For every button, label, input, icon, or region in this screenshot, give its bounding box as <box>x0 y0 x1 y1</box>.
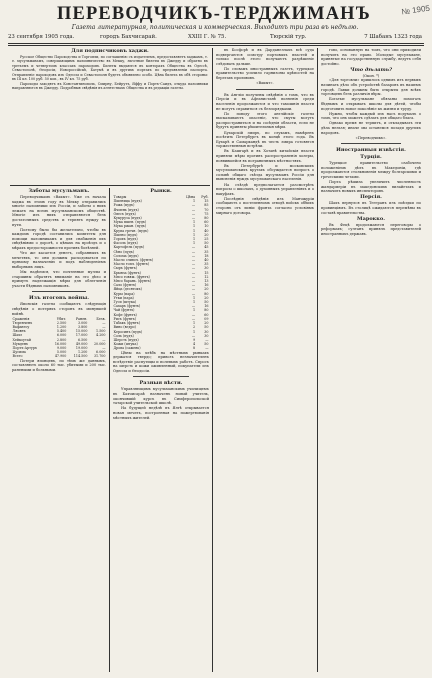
table-cell: 1 <box>193 199 196 204</box>
table-cell: Соль (пудъ) <box>113 333 134 338</box>
table-cell: Мукденъ <box>12 341 29 346</box>
col3-paragraph: Въ Кашгарѣ и въ Хотанѣ китайскія власти приняли мѣры противъ распространенія холеры, появившейся въ пограничныхъ мѣстностяхъ. <box>216 149 314 163</box>
divider <box>236 89 294 90</box>
table-cell: 2.800 <box>56 337 67 342</box>
city: городъ Бахчисарай. <box>100 34 157 40</box>
table-cell: 1 <box>193 321 196 326</box>
table-cell: Картофель (пудъ) <box>113 245 145 250</box>
table-cell: 1 <box>193 329 196 334</box>
notice-heading: Для подписчиковъ хаджи. <box>71 48 149 54</box>
table-cell: Сахаръ (фунтъ) <box>113 304 141 309</box>
col3-paragraph: Послѣднія свѣдѣнія изъ Манчжуріи сообщаютъ о постепенномъ отводѣ войскъ обѣихъ сторонъ отъ линіи фронта согласно условіямъ мирнаго договора. <box>216 196 314 215</box>
table-cell: Мука пшен. (пудъ) <box>113 220 147 225</box>
table-cell: 1.200 <box>77 350 88 355</box>
table-header: Убит. <box>56 316 67 321</box>
table-cell: 25 <box>204 237 209 242</box>
table-cell: 15 <box>204 199 209 204</box>
table-cell: 30 <box>204 329 209 334</box>
table-cell: Ляоянъ <box>12 329 26 334</box>
col3-paragraph: въ Босфорѣ и въ Дарданеллахъ всѣ суда подвергаются осмотру портовыхъ властей и только послѣ этого получаютъ разрѣшеніе слѣдовать дальше. <box>216 48 314 66</box>
edition: Тюрскій тур. <box>270 34 307 40</box>
col3-paragraph: Въ Англіи получены свѣдѣнія о томъ, что въ Персіи и въ Афганистанѣ волненія среди населенія продолжаются и что тамошнія власти не могутъ справиться съ безпорядками. <box>216 92 314 111</box>
table-cell: — <box>191 283 196 288</box>
table-cell: — <box>191 312 196 317</box>
table-cell: Сало (фунтъ) <box>113 283 137 288</box>
table-cell: 30 <box>204 333 209 338</box>
table-cell: 6.000 <box>56 333 67 338</box>
table-cell: 1 <box>193 308 196 313</box>
col3-signature: «Вакыт». <box>256 81 274 86</box>
table-cell: 60 <box>204 312 209 317</box>
table-cell: Утки (пара) <box>113 295 134 300</box>
table-cell: — <box>102 346 106 351</box>
table-cell: Кукуруза (пудъ) <box>113 216 142 221</box>
table-cell: 40 <box>204 228 209 233</box>
table-cell: 1 <box>193 220 196 225</box>
table-cell: Портъ-Артуръ <box>12 346 38 351</box>
table-header: Руб. <box>201 195 209 199</box>
table-cell: — <box>191 333 196 338</box>
table-cell: 20 <box>204 287 209 292</box>
table-cell: Табакъ (фунтъ) <box>113 321 141 326</box>
col4-quote-source: (Окон. *) <box>362 73 380 78</box>
table-cell: Гуси (штука) <box>113 300 137 305</box>
table-cell: — <box>191 279 196 284</box>
col4-paragraph: Порта рѣшила увеличить численность жандармеріи въ македонскихъ вилайетахъ и назначить новыхъ инспекторовъ. <box>321 180 421 194</box>
table-cell: 31.700 <box>93 354 106 359</box>
table-cell: Куры (пара) <box>113 291 135 296</box>
table-cell: 20.000 <box>93 341 106 346</box>
table-cell: 4.200 <box>96 333 106 338</box>
table-cell: Овесъ (пудъ) <box>113 211 136 216</box>
table-cell: 1 <box>193 224 196 229</box>
col4-paragraph: гово, основанную на томъ, что они приходили получить на это право. Молодые мусульмане, принятые на государственную службу, ведутъ себя достойно. <box>321 48 421 66</box>
table-cell: Мука ржан. (пудъ) <box>113 224 147 229</box>
table-cell: 70 <box>204 207 209 212</box>
table-cell: 15 <box>204 270 209 275</box>
table-cell: — <box>191 253 196 258</box>
table-cell: 20 <box>204 295 209 300</box>
table-cell: 16.000 <box>54 341 67 346</box>
handwritten-note: № 1905 <box>400 3 431 17</box>
col1-note: Потери японцевъ, по тѣмъ же даннымъ, составляютъ около 60 тыс. убитыми и 200 тыс. ранеными и больными. <box>12 358 106 372</box>
column-2 <box>113 188 209 672</box>
table-cell: 80 <box>204 308 209 313</box>
col4-heading-4: Персія. <box>360 194 382 201</box>
table-cell: 16 <box>204 304 209 309</box>
issue-number: XXIII Г. № 75. <box>188 34 227 40</box>
table-cell: 13 <box>204 279 209 284</box>
table-cell: 8 <box>193 346 196 351</box>
table-cell: 50 <box>204 300 209 305</box>
table-cell: — <box>191 211 196 216</box>
col1-heading-2: Изъ итоговъ войны. <box>28 295 89 302</box>
table-cell: Масло сливоч. (фунтъ) <box>113 258 154 263</box>
table-cell: 80 <box>204 291 209 296</box>
table-cell: 20 <box>204 232 209 237</box>
table-cell: — <box>191 287 196 292</box>
table-cell: Кожи (штука) <box>113 342 138 347</box>
table-cell: — <box>102 320 106 325</box>
table-cell: 47.900 <box>54 354 67 359</box>
table-cell: 10 <box>204 224 209 229</box>
table-cell: 09 <box>204 316 209 321</box>
table-cell: 9.000 <box>56 346 67 351</box>
col3-paragraph: По поводу этого англійскіе газеты высказываютъ опасеніе, что смуты могутъ распространиться и на сосѣднія области, если не будутъ приняты рѣшительныя мѣры. <box>216 111 314 130</box>
table-cell: 16 <box>204 283 209 288</box>
table-cell: 6.000 <box>96 350 106 355</box>
column-rule <box>212 48 213 672</box>
col4-paragraph: Богатые мусульмане обязаны помогать бѣднымъ и открывать школы для дѣтей, чтобы подготовить новое поколѣніе къ жизни и труду. <box>321 97 421 111</box>
table-cell: 40 <box>204 258 209 263</box>
table-cell: 49.000 <box>75 341 88 346</box>
table-cell: Рисъ (фунтъ) <box>113 316 137 321</box>
table-cell: Сѣно (пудъ) <box>113 249 135 254</box>
table-cell: 114.500 <box>73 354 88 359</box>
table-cell: 2.500 <box>56 320 67 325</box>
table-cell: 80 <box>204 216 209 221</box>
table-cell: 12 <box>204 274 209 279</box>
col2-paragraph: Управляющимъ мусульманскимъ училищемъ въ Бахчисараѣ назначенъ новый учитель, окончившій курсъ въ Симферопольской татарской учительской школѣ. <box>113 387 209 406</box>
table-cell: 50 <box>204 241 209 246</box>
table-cell: Вафангоу <box>12 325 30 330</box>
col4-paragraph: Нужно, чтобы каждый изъ насъ подумалъ о томъ, что онъ можетъ сдѣлать для общаго блага. <box>321 111 421 121</box>
table-cell: — <box>191 203 196 208</box>
table-cell: Сыръ (фунтъ) <box>113 266 138 271</box>
dateline <box>8 33 422 42</box>
table-cell: 6.500 <box>77 337 88 342</box>
table-cell: 85 <box>204 203 209 208</box>
column-3 <box>216 48 314 672</box>
table-cell: Горохъ (пудъ) <box>113 237 138 242</box>
table-cell: Яйца (десятокъ) <box>113 287 142 292</box>
table-cell: 1 <box>193 228 196 233</box>
table-cell: Шерсть (пудъ) <box>113 337 139 342</box>
col1-paragraph: Поэтому было бы желательно, чтобы въ каждомъ городѣ составились комитеты для помощи паломникамъ и для снабженія ихъ свѣдѣніями о дорогѣ, о цѣнахъ на проѣздъ и о мѣрахъ предосторожности противъ болѣзней. <box>12 227 106 251</box>
table-cell: Кофе (фунтъ) <box>113 312 137 317</box>
col4-heading-3: Турція. <box>360 154 382 161</box>
table-cell: Керосинъ (пудъ) <box>113 329 143 334</box>
table-cell: — <box>191 249 196 254</box>
col2-heading-2: Разныя вѣсти. <box>139 380 183 387</box>
col4-paragraph: Однако время не терпитъ, и откладывать эти дѣла нельзя; иначе мы останемся позади другихъ народовъ. <box>321 121 421 135</box>
table-cell: 50 <box>204 325 209 330</box>
table-cell: Пшеница (пудъ) <box>113 199 142 204</box>
table-cell: 15.000 <box>75 329 88 334</box>
table-cell: 45 <box>204 245 209 250</box>
table-cell: 1 <box>193 237 196 242</box>
divider <box>32 291 86 292</box>
table-cell: — <box>102 325 106 330</box>
table-cell: Брынза (фунтъ) <box>113 270 141 275</box>
table-cell: — <box>191 266 196 271</box>
newspaper-subtitle: Газета литературная, политическая и коммерческая. Выходитъ три раза въ недѣлю. <box>71 24 359 31</box>
table-cell: — <box>191 291 196 296</box>
col4-signature: «Переводчикъ». <box>355 135 387 140</box>
col2-after-text: Цѣны на хлѣбъ на мѣстныхъ рынкахъ держатся твердо; привозъ незначителенъ вслѣдствіе распутицы и полевыхъ работъ. Спросъ на шерсть и кожи оживленный, покупатели изъ Одессы и Ѳеодосіи. <box>113 350 209 373</box>
table-cell: Всего <box>12 354 23 359</box>
table-cell: Ячмень (пудъ) <box>113 207 139 212</box>
table-cell: — <box>191 270 196 275</box>
table-cell: 17.000 <box>75 333 88 338</box>
market-prices-table <box>113 195 209 351</box>
table-header: Цѣна <box>186 195 196 199</box>
table-cell: 5.400 <box>56 329 67 334</box>
table-cell: 1 <box>193 295 196 300</box>
col3-paragraph: На съѣздѣ предполагается разсмотрѣть вопросы о школахъ, о духовныхъ управленіяхъ и о вакуфахъ. <box>216 182 314 196</box>
col4-heading-2: Иностранныя извѣстія. <box>336 147 406 154</box>
newspaper-title: ПЕРЕВОДЧИКЪ-ТЕРДЖИМАНЪ <box>57 3 371 24</box>
war-losses-table <box>12 317 106 359</box>
col4-paragraph: Въ Фецѣ продолжаются переговоры о реформахъ; султанъ принялъ представителей иностранныхъ державъ. <box>321 222 421 236</box>
table-cell: 19.000 <box>75 346 88 351</box>
date-left: 23 сентября 1905 года. <box>8 34 75 40</box>
table-cell: — <box>191 216 196 221</box>
table-cell: — <box>102 337 106 342</box>
col4-paragraph: «Для торговли» пришлось однимъ изъ первыхъ начинать дѣло объ устройствѣ базаровъ въ нашемъ городѣ. Лавки должны быть открыты для всѣхъ торговцевъ безъ различія вѣры. <box>321 78 421 97</box>
date-right: 7 Шабанъ 1323 года <box>364 34 422 40</box>
table-cell: Рожь (пудъ) <box>113 203 135 208</box>
table-cell: Пшено (пудъ) <box>113 232 138 237</box>
table-header: Сраженія <box>12 316 30 321</box>
notice-bottom-rule <box>10 185 210 186</box>
table-header: Товары <box>113 195 127 199</box>
notice-text-2: Пароходы заходятъ въ Константинополь, Смирну, Бейрутъ, Яффу и Портъ-Саидъ, откуда паломники направляются въ Джедду. Подробныя свѣдѣнія въ агентствахъ Общества и въ редакціи газеты. <box>12 81 208 91</box>
table-cell: 3.800 <box>77 325 88 330</box>
table-cell: 30 <box>204 266 209 271</box>
col4-heading-5: Марокко. <box>357 215 385 222</box>
table-cell: 3.000 <box>77 320 88 325</box>
table-header: Ранен. <box>75 316 88 321</box>
col3-paragraph: По словамъ иностранныхъ газетъ, турецкое правительство усилило гарнизоны крѣпостей на берегахъ проливовъ. <box>216 66 314 81</box>
col4-paragraph: Шахъ вернулся въ Тегеранъ изъ поѣздки по провинціямъ. Въ столицѣ ожидаются перемѣны въ составѣ правительства. <box>321 201 421 215</box>
col3-paragraph: Бухарскій эмиръ, по слухамъ, намѣренъ посѣтить Петербургъ въ концѣ этого года. Въ Бухарѣ и Самаркандѣ въ честь эмира готовятся торжественныя встрѣчи. <box>216 130 314 149</box>
table-cell: Чай (фунтъ) <box>113 308 135 313</box>
col1-heading: Заботы мусульманъ. <box>28 188 90 194</box>
table-cell: Масло топл. (фунтъ) <box>113 262 150 267</box>
table-cell: 1.500 <box>96 329 106 334</box>
table-cell: — <box>191 316 196 321</box>
table-cell: Тюренченъ <box>12 320 33 325</box>
table-cell: 20 <box>204 321 209 326</box>
col1-paragraph: Мы надѣемся, что почтенные муллы и старшины обратятъ вниманіе на это дѣло и примутъ надлежащія мѣры для облегченія участи бѣдныхъ паломниковъ. <box>12 270 106 288</box>
table-cell: — <box>191 274 196 279</box>
table-cell: Фасоль (пудъ) <box>113 241 138 246</box>
table-cell: 18 <box>204 253 209 258</box>
table-cell: — <box>191 245 196 250</box>
table-cell: — <box>205 337 209 342</box>
column-rule <box>109 188 110 672</box>
col4-paragraph: Турецкое правительство озабочено положеніемъ дѣлъ въ Македоніи, гдѣ продолжаются столкновенія между болгарскими и греческими четами. <box>321 161 421 179</box>
col3-paragraph: Въ Петербургѣ и московскихъ мусульманскихъ кругахъ обсуждается вопросъ о созывѣ общаго съѣзда мусульманъ Россіи для выясненія нуждъ мусульманскаго населенія. <box>216 163 314 182</box>
col4-heading: Что дѣлать? <box>349 66 393 73</box>
table-cell: 1.200 <box>56 325 67 330</box>
table-cell: 2 <box>193 325 196 330</box>
table-cell: 5.000 <box>56 350 67 355</box>
col1-paragraph: Что же касается денегъ, собранныхъ въ мечетяхъ, то они должны расходоваться по прямому назначенію и подъ наблюденіемъ выборныхъ лицъ. <box>12 251 106 269</box>
table-cell: — <box>205 346 209 351</box>
table-cell: Крупа гречн. (пудъ) <box>113 228 149 233</box>
column-1 <box>12 188 106 672</box>
column-rule <box>317 48 318 672</box>
top-notice <box>12 48 208 182</box>
table-cell: — <box>191 304 196 309</box>
table-cell: 1 <box>193 300 196 305</box>
table-cell: Цусима <box>12 350 26 355</box>
table-cell: 1 <box>193 241 196 246</box>
table-cell: — <box>191 207 196 212</box>
table-cell: Шахэ <box>12 333 22 338</box>
table-cell: 35 <box>204 262 209 267</box>
table-cell: — <box>191 258 196 263</box>
table-header: Безв. <box>96 316 106 321</box>
col1-paragraph: Переводчикамъ «Вакыт». Уже съ начала хаджа въ этомъ году въ Мекку отправились многіе паломники изъ Россіи, и заботы о нихъ лежатъ на всемъ мусульманскомъ обществѣ. Многіе изъ нихъ отправляются безъ достаточныхъ средствъ и терпятъ нужду въ пути. <box>12 195 106 227</box>
table-cell: Мясо барань. (фунтъ) <box>113 279 152 284</box>
table-cell: Дрова (сажень) <box>113 346 141 351</box>
col2-heading: Рынки. <box>150 188 172 194</box>
table-cell: 60 <box>204 220 209 225</box>
table-cell: Солома (пудъ) <box>113 253 139 258</box>
col2-paragraph: На будущей недѣлѣ въ Ялтѣ открывается новая мечеть, построенная на пожертвованія мѣстныхъ жителей. <box>113 406 209 420</box>
table-cell: Хейкоутай <box>12 337 31 342</box>
table-cell: 35 <box>204 249 209 254</box>
table-cell: Мясо говяж. (фунтъ) <box>113 274 150 279</box>
divider <box>133 376 189 377</box>
column-4 <box>321 48 421 672</box>
table-cell: 4 <box>193 342 196 347</box>
table-cell: 1 <box>193 232 196 237</box>
table-cell: — <box>191 262 196 267</box>
table-cell: 9 <box>193 337 196 342</box>
table-cell: Вино (ведро) <box>113 325 136 330</box>
table-cell: 50 <box>204 342 209 347</box>
notice-text: Русское Общество Пароходства и Торговли, по соглашенію съ издателемъ, предоставляетъ хаджамъ, т. е. мусульманамъ, совершающимъ паломничество въ Мекку, льготные билеты въ Джедду и обратно въ третьемъ и четвертомъ классахъ пароходовъ. Билеты выдаются въ конторахъ Общества въ Одессѣ, Севастополѣ, Ѳеодосіи, Новороссійскѣ, Батумѣ и въ другихъ портахъ по предъявленіи паспорта. Отправленіе пароходовъ изъ Одессы и Севастополя будетъ объявлено особо. Цѣна билета въ обѣ стороны: въ III кл. 100 руб. 50 коп., въ IV кл. 75 руб. <box>12 55 208 82</box>
divider <box>341 143 401 144</box>
col1-intro: Японскія газеты сообщаютъ слѣдующія свѣдѣнія о потеряхъ сторонъ въ минувшей войнѣ. <box>12 302 106 316</box>
table-cell: 75 <box>204 211 209 216</box>
